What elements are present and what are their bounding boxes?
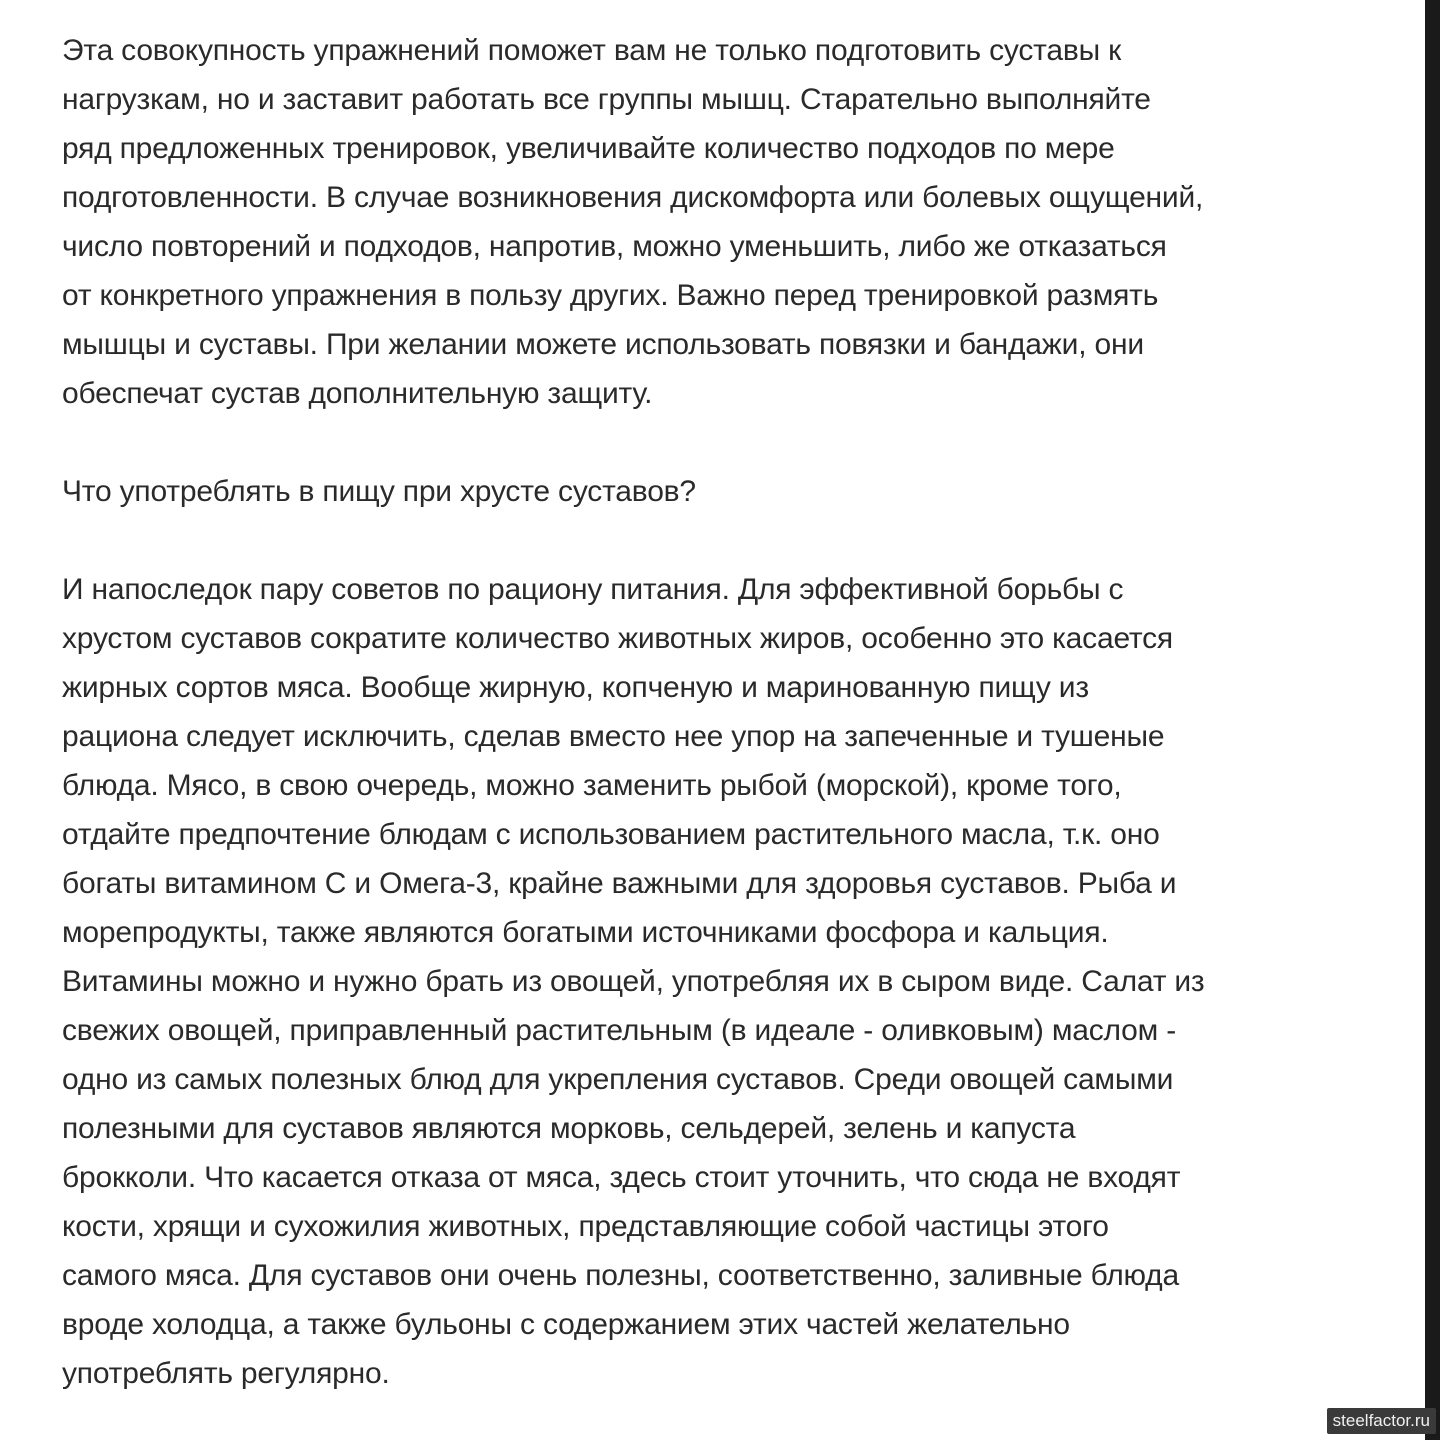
text-line: нагрузкам, но и заставит работать все группы мышц. Старательно выполняйте — [62, 83, 1151, 116]
text-line: ряд предложенных тренировок, увеличивайте количество подходов по мере — [62, 132, 1115, 165]
paragraph-spacer — [62, 516, 1392, 565]
text-line: кости, хрящи и сухожилия животных, представляющие собой частицы этого — [62, 1210, 1109, 1243]
text-line: обеспечат сустав дополнительную защиту. — [62, 377, 653, 410]
text-line: жирных сортов мяса. Вообще жирную, копченую и маринованную пищу из — [62, 671, 1089, 704]
text-line: одно из самых полезных блюд для укрепления суставов. Среди овощей самыми — [62, 1063, 1174, 1096]
text-line: морепродукты, также являются богатыми источниками фосфора и кальция. — [62, 916, 1109, 949]
text-line: вроде холодца, а также бульоны с содержанием этих частей желательно — [62, 1308, 1070, 1341]
text-line: Эта совокупность упражнений поможет вам не только подготовить суставы к — [62, 34, 1122, 67]
text-line: Витамины можно и нужно брать из овощей, употребляя их в сыром виде. Салат из — [62, 965, 1205, 998]
text-line: число повторений и подходов, напротив, можно уменьшить, либо же отказаться — [62, 230, 1167, 263]
text-line: богаты витамином С и Омега-3, крайне важными для здоровья суставов. Рыба и — [62, 867, 1177, 900]
text-line: употреблять регулярно. — [62, 1357, 390, 1390]
text-line: брокколи. Что касается отказа от мяса, здесь стоит уточнить, что сюда не входят — [62, 1161, 1181, 1194]
text-line: самого мяса. Для суставов они очень полезны, соответственно, заливные блюда — [62, 1259, 1179, 1292]
text-line: свежих овощей, приправленный растительным (в идеале - оливковым) маслом - — [62, 1014, 1177, 1047]
text-line: мышцы и суставы. При желании можете использовать повязки и бандажи, они — [62, 328, 1144, 361]
text-line: блюда. Мясо, в свою очередь, можно заменить рыбой (морской), кроме того, — [62, 769, 1122, 802]
paragraph-nutrition — [62, 565, 1392, 1398]
section-heading: Что употреблять в пищу при хрусте суставов? — [62, 475, 696, 508]
text-line: от конкретного упражнения в пользу других. Важно перед тренировкой размять — [62, 279, 1159, 312]
paragraph-spacer — [62, 418, 1392, 467]
paragraph-exercises — [62, 26, 1392, 418]
text-line: И напоследок пару советов по рациону питания. Для эффективной борьбы с — [62, 573, 1124, 606]
text-line: рациона следует исключить, сделав вместо нее упор на запеченные и тушеные — [62, 720, 1165, 753]
watermark: steelfactor.ru — [1327, 1408, 1436, 1434]
text-line: подготовленности. В случае возникновения дискомфорта или болевых ощущений, — [62, 181, 1204, 214]
text-line: хрустом суставов сократите количество животных жиров, особенно это касается — [62, 622, 1173, 655]
text-line: полезными для суставов являются морковь, сельдерей, зелень и капуста — [62, 1112, 1076, 1145]
article-body — [62, 26, 1392, 1398]
text-line: отдайте предпочтение блюдам с использованием растительного масла, т.к. оно — [62, 818, 1160, 851]
right-edge-strip — [1425, 0, 1440, 1440]
